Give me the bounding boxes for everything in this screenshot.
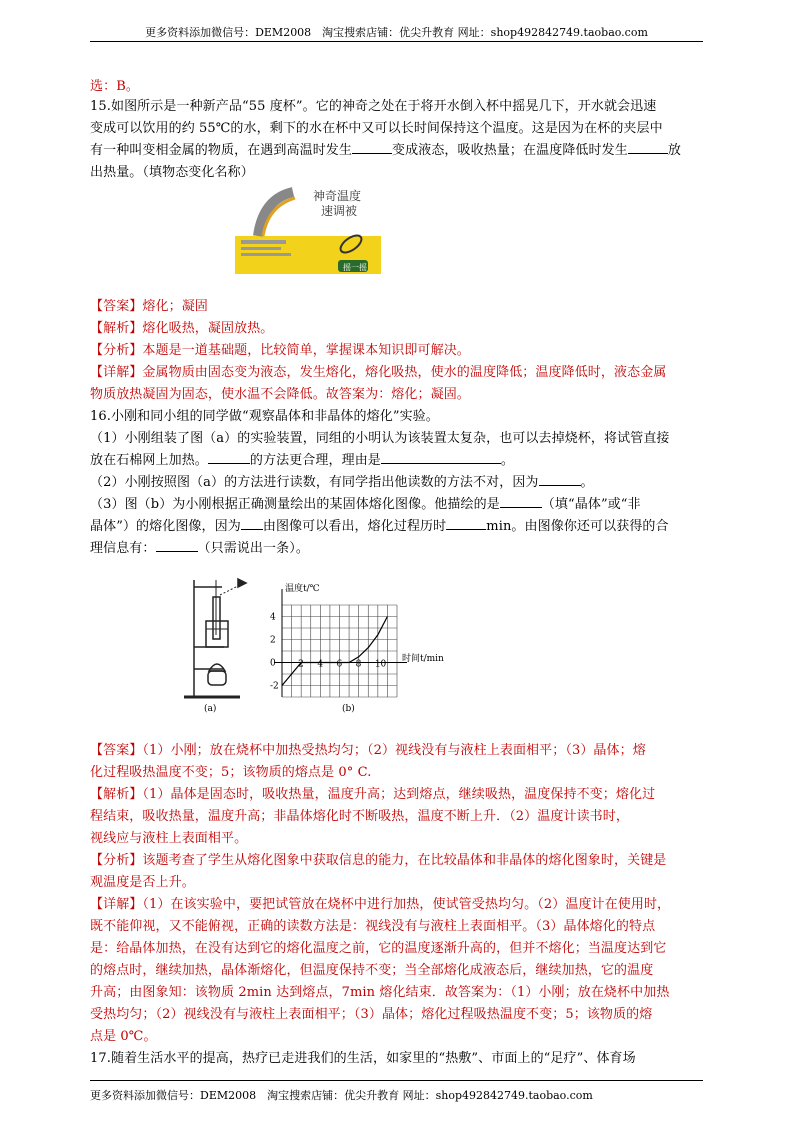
q16-line6-part1: 晶体”）的熔化图像，因为 xyxy=(90,519,241,534)
cup-figure-title1: 神奇温度 xyxy=(313,189,362,203)
q16-line5-part2: （填“晶体”或“非 xyxy=(541,497,641,512)
chart-x-tick-label: 2 xyxy=(298,659,304,670)
q15-answer xyxy=(90,296,703,318)
chart-y-tick-label: 2 xyxy=(270,635,276,646)
q16-detail-tag: 【详解】 xyxy=(90,897,143,912)
q15-line2: 变成可以饮用的约 55℃的水，剩下的水在杯中又可以长时间保持这个温度。这是因为在杯的夹层中 xyxy=(90,121,663,136)
q16-fenxi-1 xyxy=(90,850,703,872)
q16-figures xyxy=(182,575,462,715)
q15-line3-part1: 有一种叫变相金属的物质，在遇到高温时发生 xyxy=(90,143,353,158)
q15-line3-part3: 放 xyxy=(667,143,681,158)
q16-fenxi-text-1: 该题考查了学生从熔化图象中获取信息的能力，在比较晶体和非晶体的熔化图象时，关键是 xyxy=(142,853,667,868)
prev-answer: 选：B。 xyxy=(90,79,139,94)
chart-x-tick-label: 6 xyxy=(336,659,343,670)
page-footer: 更多资料添加微信号：DEM2008 淘宝搜索店铺：优尖升教育 网址：shop492842749.taobao.com xyxy=(90,1089,593,1102)
q16-line7 xyxy=(90,538,703,560)
q15-detail-1 xyxy=(90,362,703,384)
q16-blank-3[interactable] xyxy=(539,485,581,486)
q16-detail-6: 受热均匀；（2）视线没有与液柱上表面相平；（3）晶体；熔化过程吸热温度不变；5；该物质的熔 xyxy=(90,1007,653,1022)
apparatus-lamp xyxy=(208,671,226,685)
chart-x-tick-label: 8 xyxy=(355,659,362,670)
q16-analysis-text-1: （1）晶体是固态时，吸收热量，温度升高；达到熔点，继续吸热，温度保持不变；熔化过 xyxy=(142,787,656,802)
q15-blank-2[interactable] xyxy=(628,153,668,154)
q16-line7-part1: 理信息有： xyxy=(90,541,156,556)
chart-y-label: 温度t/℃ xyxy=(285,584,320,594)
q15-fenxi-text: 本题是一道基础题，比较简单，掌握课本知识即可解决。 xyxy=(142,343,470,358)
q15-detail-2: 物质放热凝固为固态，使水温不会降低。故答案为：熔化；凝固。 xyxy=(90,387,470,402)
q16-blank-1[interactable] xyxy=(208,463,250,464)
q16-blank-2[interactable] xyxy=(381,463,501,464)
q16-blank-7[interactable] xyxy=(156,551,198,552)
chart-x-tick-label: 4 xyxy=(317,659,324,670)
q15-fenxi xyxy=(90,340,703,362)
figure-a-caption: (a) xyxy=(204,704,217,714)
q15-detail-tag: 【详解】 xyxy=(90,365,143,380)
q16-line1: 16.小刚和同小组的同学做“观察晶体和非晶体的熔化”实验。 xyxy=(90,409,439,424)
q16-detail-3: 是：给晶体加热，在没有达到它的熔化温度之前，它的温度逐渐升高的，但并不熔化；当温度达到它 xyxy=(90,941,667,956)
q16-line2: （1）小刚组装了图（a）的实验装置，同组的小明认为该装置太复杂，也可以去掉烧杯，将试管直接 xyxy=(90,431,670,446)
q16-answer-tag: 【答案】 xyxy=(90,743,143,758)
chart-y-tick-label: 0 xyxy=(270,658,276,669)
chart-y-tick-label: 4 xyxy=(270,612,276,623)
q16-line3-part2: 的方法更合理，理由是 xyxy=(249,453,381,468)
q15-analysis xyxy=(90,318,703,340)
chart-x-label: 时间t/min xyxy=(402,654,444,664)
q15-fenxi-tag: 【分析】 xyxy=(90,343,143,358)
q16-detail-7: 点是 0℃。 xyxy=(90,1029,157,1044)
q15-answer-text: 熔化；凝固 xyxy=(142,299,208,314)
q16-line6-part3: min。由图像你还可以获得的合 xyxy=(486,519,669,534)
q16-answer-1 xyxy=(90,740,703,762)
q16-line3-part1: 放在石棉网上加热。 xyxy=(90,453,208,468)
q16-detail-1 xyxy=(90,894,703,916)
q15-blank-1[interactable] xyxy=(352,153,392,154)
q16-blank-6[interactable] xyxy=(446,529,486,530)
cup-figure-label: 摇一摇 xyxy=(343,263,367,272)
cup-figure xyxy=(233,184,383,276)
eye-icon xyxy=(238,579,246,587)
q16-line4 xyxy=(90,472,703,494)
q16-line5-part1: （3）图（b）为小刚根据正确测量绘出的某固体熔化图像。他描绘的是 xyxy=(90,497,500,512)
apparatus-flame xyxy=(209,664,225,671)
q16-fenxi-2: 观温度是否上升。 xyxy=(90,875,195,890)
page-header: 更多资料添加微信号：DEM2008 淘宝搜索店铺：优尖升教育 网址：shop492842749.taobao.com xyxy=(145,26,648,39)
q17-line1: 17.随着生活水平的提高，热疗已走进我们的生活，如家里的“热敷”、市面上的“足疗”、体育场 xyxy=(90,1051,636,1066)
cup-figure-title2: 速调被 xyxy=(321,204,358,218)
q15-detail-text-1: 金属物质由固态变为液态，发生熔化，熔化吸热，使水的温度降低；温度降低时，液态金属 xyxy=(142,365,667,380)
q15-line1: 15.如图所示是一种新产品“55 度杯”。它的神奇之处在于将开水倒入杯中摇晃几下，开水就会迅速 xyxy=(90,99,657,114)
q16-fenxi-tag: 【分析】 xyxy=(90,853,143,868)
q16-answer-2: 化过程吸热温度不变；5；该物质的熔点是 0° C. xyxy=(90,765,372,780)
q16-blank-5[interactable] xyxy=(241,529,263,530)
chart-b xyxy=(270,582,444,697)
q16-line3-part3: 。 xyxy=(500,453,515,468)
q16-answer-text-1: （1）小刚；放在烧杯中加热受热均匀；（2）视线没有与液柱上表面相平；（3）晶体；熔 xyxy=(142,743,646,758)
q16-line6-part2: 由图像可以看出，熔化过程历时 xyxy=(262,519,447,534)
q16-line4-part2: 。 xyxy=(580,475,594,490)
q16-analysis-tag: 【解析】 xyxy=(90,787,143,802)
q16-line7-part2: （只需说出一条）。 xyxy=(197,541,309,556)
q16-line5 xyxy=(90,494,703,516)
q16-blank-4[interactable] xyxy=(500,507,542,508)
q15-analysis-tag: 【解析】 xyxy=(90,321,143,336)
chart-y-tick-label: -2 xyxy=(270,681,279,692)
q15-line4: 出热量。（填物态变化名称） xyxy=(90,165,254,180)
apparatus-figure-a xyxy=(184,579,246,697)
footer-divider xyxy=(90,1080,703,1081)
q16-line6 xyxy=(90,516,703,538)
q16-detail-2: 既不能仰视，又不能俯视，正确的读数方法是：视线没有与液柱上表面相平。（3）晶体熔化的特点 xyxy=(90,919,656,934)
apparatus-beaker xyxy=(206,621,228,647)
q15-analysis-text: 熔化吸热，凝固放热。 xyxy=(142,321,274,336)
q16-line3 xyxy=(90,450,703,472)
q15-answer-tag: 【答案】 xyxy=(90,299,143,314)
apparatus-eye-line xyxy=(220,585,240,595)
q15-line3-part2: 变成液态，吸收热量；在温度降低时发生 xyxy=(392,143,628,158)
q16-detail-text-1: （1）在该实验中，要把试管放在烧杯中进行加热，使试管受热均匀。（2）温度计在使用时， xyxy=(142,897,671,912)
q16-analysis-2: 程结束，吸收热量，温度升高；非晶体熔化时不断吸热，温度不断上升．（2）温度计读书时， xyxy=(90,809,629,824)
header-divider xyxy=(90,41,703,42)
figure-b-caption: (b) xyxy=(342,704,355,714)
q16-analysis-3: 视线应与液柱上表面相平。 xyxy=(90,831,248,846)
q16-detail-5: 升高；由图象知：该物质 2min 达到熔点，7min 熔化结束．故答案为：（1）小刚；放在烧杯中加热 xyxy=(90,985,670,1000)
q16-line4-part1: （2）小刚按照图（a）的方法进行读数，有同学指出他读数的方法不对，因为 xyxy=(90,475,539,490)
q15-line3 xyxy=(90,140,703,162)
q16-detail-4: 的熔点时，继续加热，晶体渐熔化，但温度保持不变；当全部熔化成液态后，继续加热，它的温度 xyxy=(90,963,654,978)
chart-x-tick-label: 10 xyxy=(374,659,387,670)
q16-analysis-1 xyxy=(90,784,703,806)
